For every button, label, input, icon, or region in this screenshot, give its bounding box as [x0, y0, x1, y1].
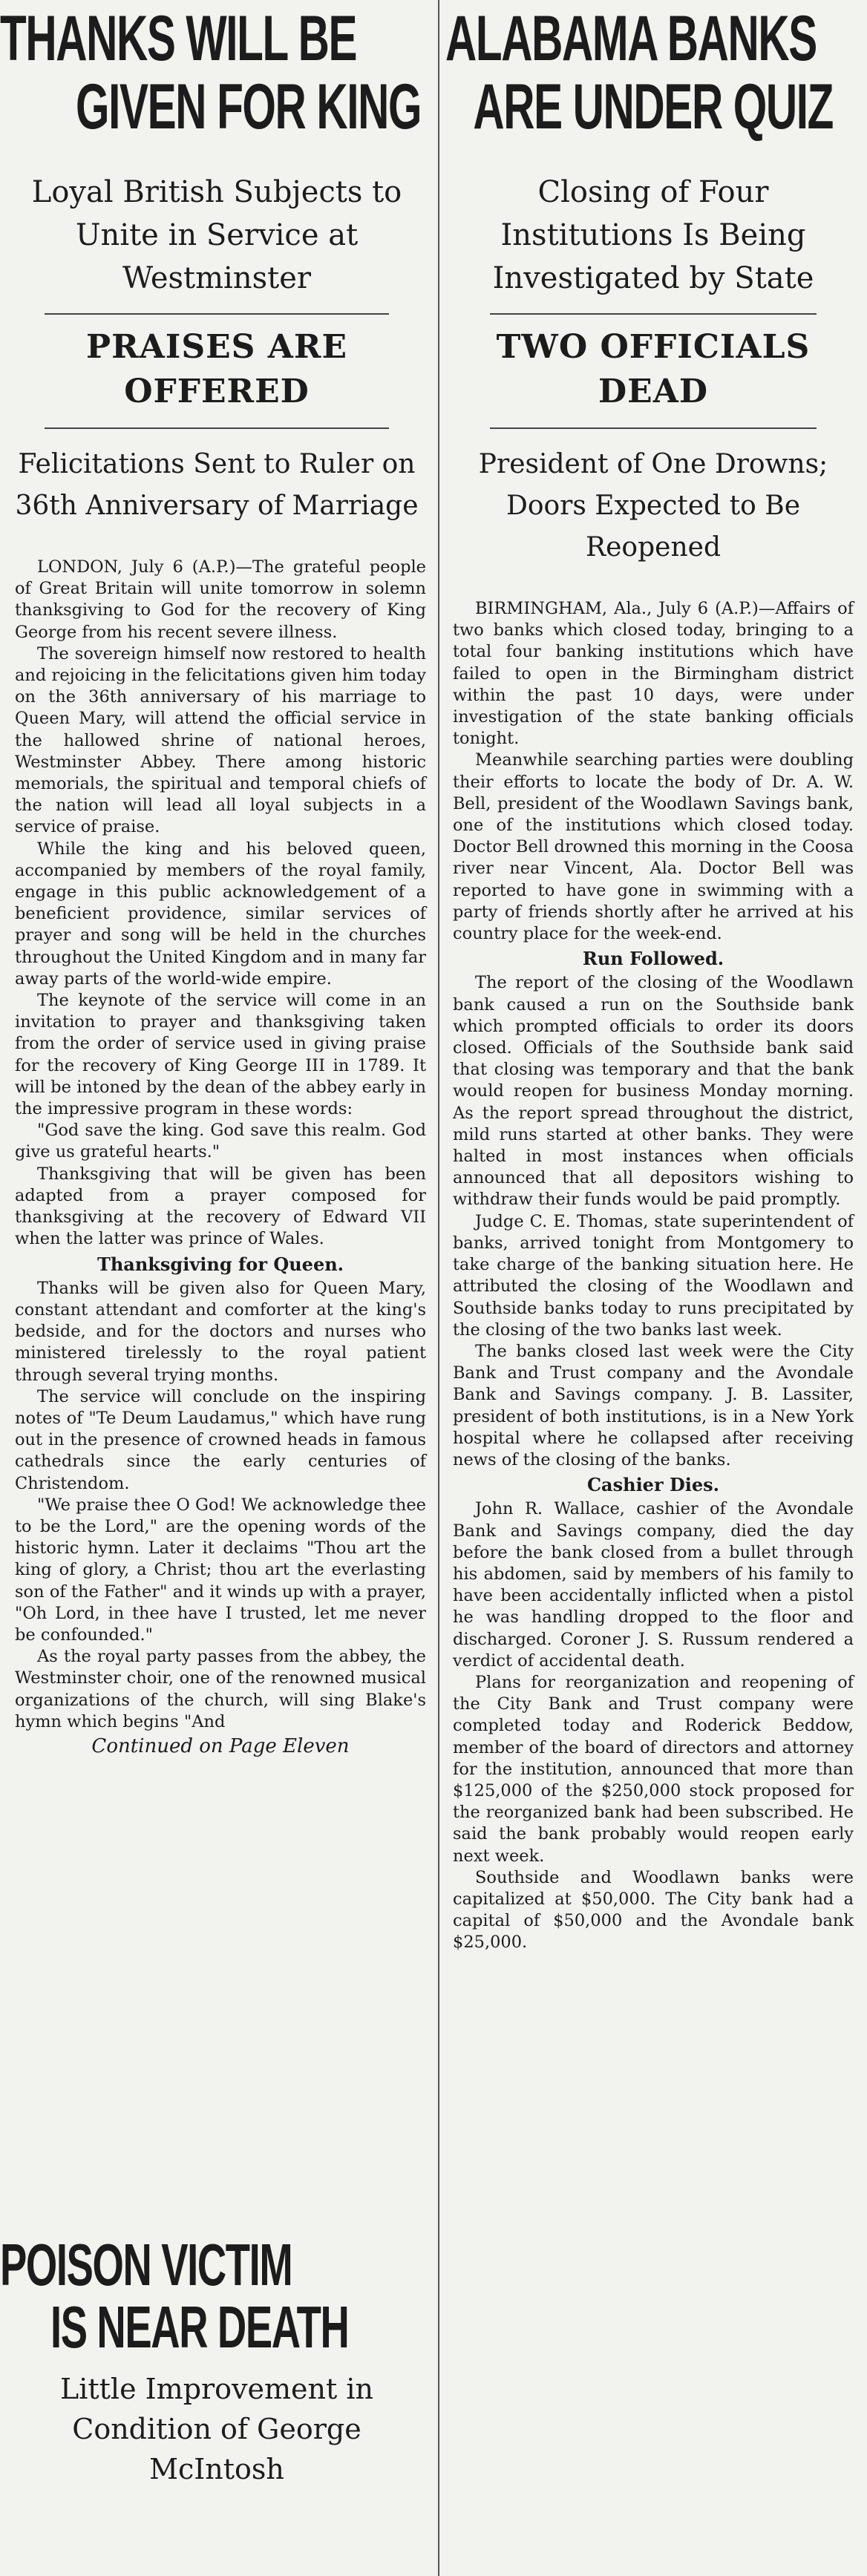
left-deck: Loyal British Subjects to Unite in Service at Westminster [31, 175, 402, 295]
left-headline [0, 3, 422, 142]
left-subdeck: Felicitations Sent to Ruler on 36th Anniversary of Marriage [15, 449, 419, 521]
right-subhead: Cashier Dies. [586, 1474, 720, 1496]
right-headline [445, 3, 833, 142]
right-paragraph: The banks closed last week were the City Bank and Trust company and the Avondale Bank and Savings company. J. B. Lassiter, president of both institutions, is in a New York hospital where he collapsed after receiving news of the closing of the banks. [453, 1341, 854, 1469]
right-paragraph: Judge C. E. Thomas, state superintendent of banks, arrived tonight from Montgomery to take charge of the banking situation here. He attributed the closing of the Woodlawn and Southside banks today to runs precipitated by the closing of the two banks last week. [453, 1211, 854, 1340]
right-article [445, 0, 861, 1954]
left-separator-2 [45, 427, 389, 429]
left-article [0, 0, 434, 1757]
poison-article [0, 2234, 434, 2489]
right-separator-2 [490, 427, 817, 429]
left-separator-1 [45, 313, 389, 315]
right-body [453, 598, 854, 1954]
left-headline-line-2: GIVEN FOR KING [76, 71, 422, 142]
right-subhead: Run Followed. [582, 948, 724, 970]
right-paragraph: BIRMINGHAM, Ala., July 6 (A.P.)—Affairs of two banks which closed today, bringing to a total four banking institutions which have failed to open in the Birmingham district within the past 10 days, were under investigation of the state banking officials tonight. [453, 599, 854, 749]
right-paragraph: The report of the closing of the Woodlawn bank caused a run on the Southside bank which prompted officials to order its doors closed. Officials of the Southside bank said that closing was temporary and that the bank would reopen for business Monday morning. As the report spread throughout the district, mild runs started at other banks. They were halted in most instances when officials announced that all depositors wishing to withdraw their funds would be paid promptly. [453, 973, 854, 1210]
right-deck-caps: TWO OFFICIALS DEAD [496, 328, 811, 410]
right-headline-line-2: ARE UNDER QUIZ [473, 71, 833, 142]
right-paragraph: Plans for reorganization and reopening of the City Bank and Trust company were completed today and Roderick Beddow, member of the board of directors and attorney for the institution, announced that more than $125,000 of the $250,000 stock proposed for the reorganized bank had been subscribed. He said the bank probably would reopen early next week. [453, 1672, 854, 1866]
left-paragraph: The sovereign himself now restored to health and rejoicing in the felicitations given him today on the 36th anniversary of his marriage to Queen Mary, will attend the official service in the hallowed shrine of national heroes, Westminster Abbey. There among historic memorials, the spiritual and temporal chiefs of the nation will lead all loyal subjects in a service of praise. [15, 643, 426, 837]
left-paragraph: "We praise thee O God! We acknowledge thee to be the Lord," are the opening words of the historic hymn. Later it declaims "Thou art the king of glory, a Christ; thou art the everlasting son of the Father" and it winds up with a prayer, "Oh Lord, in thee have I trusted, let me never be confounded." [15, 1495, 426, 1645]
continued-line: Continued on Page Eleven [91, 1734, 350, 1757]
column-rule [438, 0, 439, 2576]
poison-headline-line-1: POISON VICTIM [0, 2232, 292, 2298]
poison-headline-line-2: IS NEAR DEATH [50, 2294, 349, 2360]
left-headline-line-1: THANKS WILL BE [0, 3, 357, 74]
right-separator-1 [490, 313, 817, 315]
right-paragraph: Southside and Woodlawn banks were capitalized at $50,000. The City bank had a capital of $50,000 and the Avondale bank $25,000. [453, 1867, 854, 1953]
right-paragraph: Meanwhile searching parties were doubling their efforts to locate the body of Dr. A. W. Bell, president of the Woodlawn Savings bank, one of the institutions which closed today. Doctor Bell drowned this morning in the Coosa river near Vincent, Ala. Doctor Bell was reported to have gone in swimming with a party of friends shortly after he arrived at his country place for the week-end. [453, 750, 854, 944]
left-paragraph: LONDON, July 6 (A.P.)—The grateful people of Great Britain will unite tomorrow in solemn thanksgiving to God for the recovery of King George from his recent severe illness. [15, 557, 426, 642]
left-subhead: Thanksgiving for Queen. [96, 1253, 344, 1275]
left-deck-caps: PRAISES ARE OFFERED [85, 328, 348, 410]
right-deck: Closing of Four Institutions Is Being Investigated by State [492, 175, 814, 295]
left-paragraph: Thanks will be given also for Queen Mary, constant attendant and comforter at the king's bedside, and for the doctors and nurses who ministered tirelessly to the royal patient through several trying months. [15, 1278, 426, 1385]
left-paragraph: While the king and his beloved queen, accompanied by members of the royal family, engage in this public acknowledgement of a beneficient providence, similar services of prayer and song will be held in the churches throughout the United Kingdom and in many far away parts of the world-wide empire. [15, 839, 426, 989]
right-subdeck: President of One Drowns; Doors Expected to Be Reopened [478, 449, 828, 563]
poison-headline [0, 2232, 349, 2360]
right-headline-line-1: ALABAMA BANKS [445, 3, 817, 74]
left-paragraph: The service will conclude on the inspiring notes of "Te Deum Laudamus," which have rung out in the presence of crowned heads in famous cathedrals since the early centuries of Christendom. [15, 1386, 426, 1493]
left-body [15, 557, 426, 1757]
poison-deck: Little Improvement in Condition of George McIntosh [60, 2373, 373, 2485]
left-paragraph: As the royal party passes from the abbey, the Westminster choir, one of the renowned musical organizations of the church, will sing Blake's hymn which begins "And [15, 1647, 426, 1731]
left-paragraph: "God save the king. God save this realm. God give us grateful hearts." [15, 1121, 426, 1162]
left-paragraph: Thanksgiving that will be given has been adapted from a prayer composed for thanksgiving at the recovery of Edward VII when the latter was prince of Wales. [15, 1164, 426, 1249]
left-paragraph: The keynote of the service will come in an invitation to prayer and thanksgiving taken from the order of service used in giving praise for the recovery of King George III in 1789. It will be intoned by the dean of the abbey early in the impressive program in these words: [15, 991, 426, 1119]
right-paragraph: John R. Wallace, cashier of the Avondale Bank and Savings company, died the day before the bank closed from a bullet through his abdomen, said by members of his family to have been accidentally inflicted when a pistol he was handling dropped to the floor and discharged. Coroner J. S. Russum rendered a verdict of accidental death. [453, 1499, 854, 1671]
